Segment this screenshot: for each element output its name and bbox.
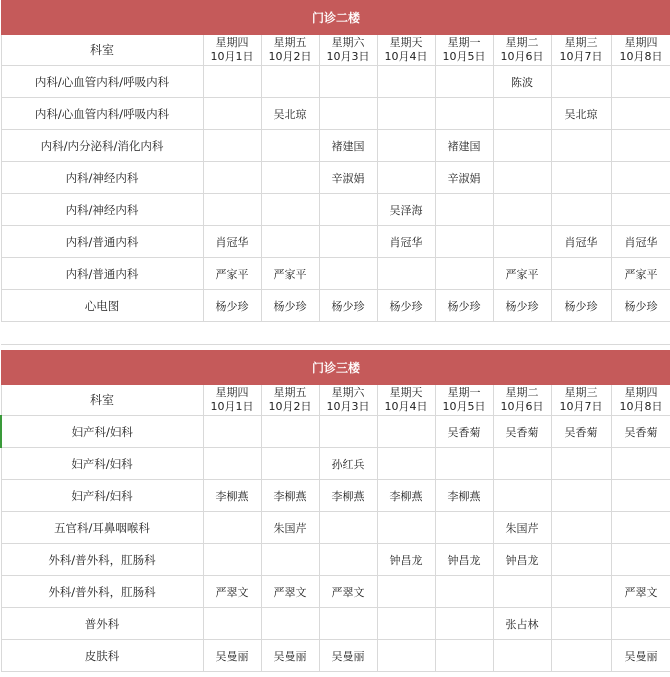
weekday-label: 星期天 [389,386,423,399]
weekday-label: 星期四 [215,36,249,49]
doctor-cell [435,448,493,480]
doctor-cell [551,448,611,480]
doctor-cell: 杨少珍 [261,290,319,322]
spacer-cell [435,322,493,345]
doctor-cell: 吴北琼 [261,98,319,130]
doctor-cell [261,416,319,448]
weekday-label: 星期二 [505,36,539,49]
section-title: 门诊三楼 [1,351,670,385]
doctor-cell [203,416,261,448]
day-header [261,35,319,66]
doctor-cell: 吴曼丽 [203,640,261,672]
doctor-cell [611,98,670,130]
doctor-cell [551,194,611,226]
doctor-cell [551,66,611,98]
doctor-cell [611,448,670,480]
day-header [319,385,377,416]
doctor-cell [319,98,377,130]
doctor-cell: 吴香菊 [611,416,670,448]
doctor-cell: 严家平 [611,258,670,290]
doctor-cell: 严翠文 [611,576,670,608]
spacer-cell [319,322,377,345]
doctor-cell [435,512,493,544]
doctor-cell: 李柳燕 [435,480,493,512]
table-row [1,480,670,512]
doctor-cell [203,512,261,544]
doctor-cell [551,130,611,162]
doctor-cell: 辛淑娟 [319,162,377,194]
doctor-cell: 李柳燕 [203,480,261,512]
table-row [1,130,670,162]
doctor-cell: 孙红兵 [319,448,377,480]
department-cell: 内科/心血管内科/呼吸内科 [1,66,203,98]
doctor-cell: 吴泽海 [377,194,435,226]
doctor-cell: 褚建国 [435,130,493,162]
doctor-cell [319,194,377,226]
date-label: 10月4日 [384,400,428,413]
doctor-cell: 严翠文 [203,576,261,608]
doctor-cell [551,640,611,672]
spacer-cell [1,322,203,345]
date-label: 10月1日 [210,400,254,413]
table-row [1,258,670,290]
department-cell: 内科/神经内科 [1,162,203,194]
department-cell: 外科/普外科，肛肠科 [1,544,203,576]
date-label: 10月7日 [559,50,603,63]
doctor-cell [377,130,435,162]
weekday-label: 星期一 [447,36,481,49]
date-label: 10月2日 [268,400,312,413]
table-row [1,98,670,130]
date-label: 10月5日 [442,50,486,63]
doctor-cell: 李柳燕 [377,480,435,512]
weekday-label: 星期五 [273,386,307,399]
doctor-cell: 严家平 [261,258,319,290]
spacer-cell [203,322,261,345]
doctor-cell: 辛淑娟 [435,162,493,194]
date-label: 10月6日 [500,50,544,63]
doctor-cell: 陈波 [493,66,551,98]
department-cell: 外科/普外科，肛肠科 [1,576,203,608]
department-cell: 内科/心血管内科/呼吸内科 [1,98,203,130]
doctor-cell: 吴香菊 [493,416,551,448]
doctor-cell [611,162,670,194]
doctor-cell [377,608,435,640]
doctor-cell [261,162,319,194]
weekday-label: 星期天 [389,36,423,49]
day-header [435,35,493,66]
section-title: 门诊二楼 [1,1,670,35]
doctor-cell [611,544,670,576]
department-cell: 内科/神经内科 [1,194,203,226]
doctor-cell: 朱国芹 [493,512,551,544]
doctor-cell [319,608,377,640]
doctor-cell [377,66,435,98]
day-header [377,385,435,416]
doctor-cell [261,194,319,226]
table-row [1,608,670,640]
day-header [551,385,611,416]
doctor-cell [203,448,261,480]
table-row [1,512,670,544]
doctor-cell: 肖冠华 [203,226,261,258]
doctor-cell: 杨少珍 [319,290,377,322]
doctor-cell [203,130,261,162]
doctor-cell [377,576,435,608]
weekday-label: 星期六 [331,386,365,399]
weekday-label: 星期一 [447,386,481,399]
doctor-cell [377,512,435,544]
day-header [377,35,435,66]
weekday-label: 星期四 [624,386,658,399]
doctor-cell: 严翠文 [261,576,319,608]
doctor-cell: 朱国芹 [261,512,319,544]
doctor-cell [377,448,435,480]
schedule-body [1,1,670,672]
table-row [1,290,670,322]
date-label: 10月4日 [384,50,428,63]
day-header [493,35,551,66]
date-label: 10月8日 [619,400,663,413]
doctor-cell: 肖冠华 [377,226,435,258]
doctor-cell [551,576,611,608]
weekday-label: 星期二 [505,386,539,399]
table-row [1,226,670,258]
doctor-cell [261,226,319,258]
department-cell: 普外科 [1,608,203,640]
weekday-label: 星期五 [273,36,307,49]
doctor-cell [611,512,670,544]
spacer-cell [261,322,319,345]
department-cell: 内科/内分泌科/消化内科 [1,130,203,162]
doctor-cell: 吴曼丽 [319,640,377,672]
weekday-label: 星期四 [215,386,249,399]
doctor-cell [261,66,319,98]
day-header [493,385,551,416]
table-row [1,544,670,576]
spacer-cell [377,322,435,345]
doctor-cell: 杨少珍 [203,290,261,322]
day-header [611,385,670,416]
doctor-cell [551,162,611,194]
day-header [261,385,319,416]
doctor-cell [435,98,493,130]
doctor-cell [493,640,551,672]
doctor-cell [261,544,319,576]
spacer-row [1,322,670,345]
doctor-cell: 张占林 [493,608,551,640]
doctor-cell: 肖冠华 [611,226,670,258]
day-header [203,35,261,66]
doctor-cell [203,608,261,640]
doctor-cell [435,258,493,290]
department-cell: 皮肤科 [1,640,203,672]
doctor-cell [611,66,670,98]
doctor-cell [203,162,261,194]
doctor-cell [261,608,319,640]
spacer-cell [551,322,611,345]
doctor-cell: 吴北琼 [551,98,611,130]
doctor-cell: 钟昌龙 [377,544,435,576]
doctor-cell [319,258,377,290]
doctor-cell [377,640,435,672]
table-row [1,66,670,98]
doctor-cell [493,162,551,194]
doctor-cell: 吴曼丽 [611,640,670,672]
weekday-label: 星期三 [564,386,598,399]
spacer-cell [611,322,670,345]
doctor-cell: 杨少珍 [493,290,551,322]
table-row [1,448,670,480]
doctor-cell: 严家平 [493,258,551,290]
header-row [1,385,670,416]
doctor-cell [377,258,435,290]
day-header [611,35,670,66]
day-header [435,385,493,416]
weekday-label: 星期六 [331,36,365,49]
doctor-cell: 李柳燕 [319,480,377,512]
doctor-cell [551,512,611,544]
doctor-cell: 杨少珍 [435,290,493,322]
doctor-cell: 杨少珍 [377,290,435,322]
date-label: 10月3日 [326,50,370,63]
doctor-cell: 李柳燕 [261,480,319,512]
department-cell: 五官科/耳鼻咽喉科 [1,512,203,544]
doctor-cell [377,98,435,130]
doctor-cell [611,194,670,226]
doctor-cell [493,448,551,480]
date-label: 10月6日 [500,400,544,413]
doctor-cell [493,576,551,608]
doctor-cell: 严翠文 [319,576,377,608]
doctor-cell [319,416,377,448]
department-cell: 心电图 [1,290,203,322]
doctor-cell: 吴曼丽 [261,640,319,672]
date-label: 10月8日 [619,50,663,63]
doctor-cell: 严家平 [203,258,261,290]
section-banner [1,351,670,385]
doctor-cell [493,226,551,258]
doctor-cell [203,98,261,130]
doctor-cell [551,480,611,512]
doctor-cell [551,258,611,290]
doctor-cell [493,130,551,162]
date-label: 10月2日 [268,50,312,63]
doctor-cell [611,480,670,512]
department-cell: 妇产科/妇科 [1,416,203,448]
doctor-cell [493,480,551,512]
doctor-cell [435,194,493,226]
department-cell: 妇产科/妇科 [1,448,203,480]
doctor-cell [551,608,611,640]
doctor-cell: 吴香菊 [435,416,493,448]
department-cell: 内科/普通内科 [1,258,203,290]
doctor-cell [203,66,261,98]
doctor-cell: 钟昌龙 [493,544,551,576]
doctor-cell [435,66,493,98]
day-header [203,385,261,416]
doctor-cell [319,66,377,98]
weekday-label: 星期四 [624,36,658,49]
header-row [1,35,670,66]
table-row [1,576,670,608]
table-row [1,416,670,448]
section-banner [1,1,670,35]
doctor-cell: 钟昌龙 [435,544,493,576]
doctor-cell: 杨少珍 [611,290,670,322]
date-label: 10月7日 [559,400,603,413]
date-label: 10月3日 [326,400,370,413]
doctor-cell [435,226,493,258]
doctor-cell: 肖冠华 [551,226,611,258]
date-label: 10月5日 [442,400,486,413]
department-cell: 内科/普通内科 [1,226,203,258]
day-header [551,35,611,66]
doctor-cell [611,608,670,640]
doctor-cell [261,448,319,480]
doctor-cell [611,130,670,162]
department-cell: 妇产科/妇科 [1,480,203,512]
date-label: 10月1日 [210,50,254,63]
table-row [1,194,670,226]
weekday-label: 星期三 [564,36,598,49]
table-row [1,640,670,672]
doctor-cell: 褚建国 [319,130,377,162]
doctor-cell [551,544,611,576]
doctor-cell [319,512,377,544]
doctor-cell [261,130,319,162]
doctor-cell [377,162,435,194]
column-header-dept: 科室 [1,35,203,66]
table-row [1,162,670,194]
spacer-cell [493,322,551,345]
doctor-cell [203,194,261,226]
day-header [319,35,377,66]
doctor-cell [493,194,551,226]
doctor-cell [435,608,493,640]
doctor-cell [377,416,435,448]
doctor-cell: 杨少珍 [551,290,611,322]
doctor-cell [493,98,551,130]
doctor-cell [319,544,377,576]
doctor-cell [435,640,493,672]
doctor-cell [203,544,261,576]
doctor-cell [435,576,493,608]
column-header-dept: 科室 [1,385,203,416]
doctor-cell: 吴香菊 [551,416,611,448]
doctor-cell [319,226,377,258]
